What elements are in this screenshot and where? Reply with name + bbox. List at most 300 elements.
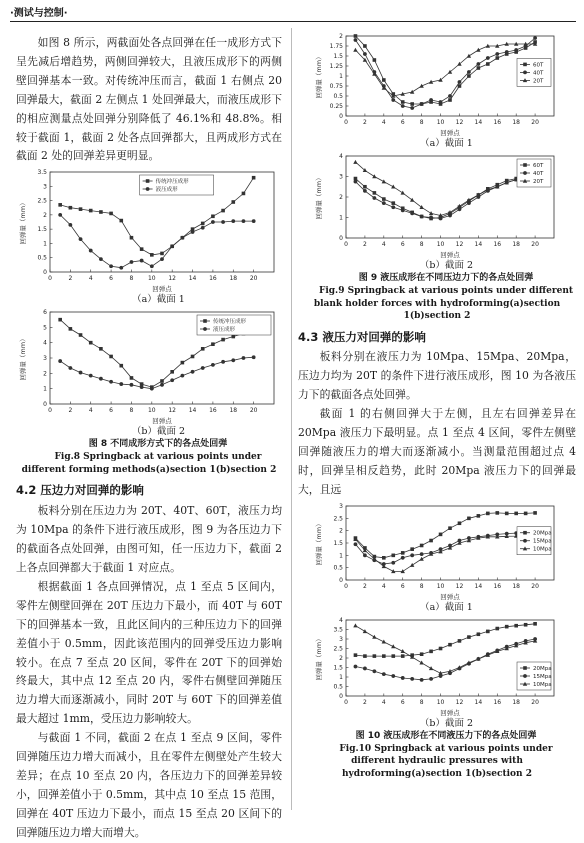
legend-label: 10Mpa	[533, 681, 552, 688]
data-point	[420, 652, 424, 656]
x-tick-label: 6	[109, 407, 114, 415]
y-axis-label: 回弹量（mm）	[315, 53, 323, 99]
data-point	[467, 516, 471, 520]
legend	[197, 315, 271, 335]
data-point	[401, 556, 405, 560]
x-tick-label: 12	[168, 275, 177, 283]
x-tick-label: 16	[493, 241, 502, 248]
y-tick-label: 2	[339, 33, 343, 40]
y-tick-label: 0	[339, 692, 343, 700]
data-point	[458, 80, 462, 84]
legend-label: 20T	[533, 78, 544, 85]
fig9-caption-cn: 图 9 液压成形在不同压边力下的各点处回弹	[358, 273, 534, 283]
data-point	[181, 361, 185, 365]
data-point	[448, 526, 452, 530]
data-point	[119, 383, 123, 387]
x-tick-label: 18	[512, 582, 521, 590]
data-point	[252, 176, 256, 180]
data-point	[363, 52, 367, 56]
data-point	[372, 634, 376, 638]
data-point	[373, 191, 377, 195]
y-tick-label: 3.5	[333, 626, 343, 634]
running-header: ·测试与控制·	[10, 8, 68, 19]
data-point	[505, 625, 509, 629]
data-point	[170, 379, 174, 383]
data-point	[79, 334, 83, 338]
y-axis-label: 回弹量（mm）	[19, 335, 27, 381]
y-tick-label: 0.5	[333, 683, 343, 691]
x-axis-label: 回弹点	[152, 417, 172, 426]
data-point	[372, 196, 376, 200]
data-point	[363, 189, 367, 193]
data-point	[410, 212, 414, 216]
data-point	[524, 623, 528, 627]
x-tick-label: 6	[400, 698, 405, 706]
legend	[517, 662, 552, 690]
y-tick-label: 0	[339, 113, 343, 120]
series-2	[58, 213, 255, 270]
data-point	[89, 209, 93, 213]
data-point	[191, 370, 195, 374]
data-point	[140, 248, 144, 252]
x-tick-label: 0	[344, 698, 348, 706]
fig9a-chart	[312, 30, 562, 138]
data-point	[79, 208, 83, 212]
x-tick-label: 2	[362, 241, 367, 248]
data-point	[486, 511, 490, 515]
data-point	[79, 371, 83, 375]
data-point	[410, 547, 414, 551]
data-point	[420, 678, 424, 682]
y-tick-label: 3	[339, 635, 343, 643]
legend-label: 20Mpa	[533, 530, 552, 537]
data-point	[457, 665, 461, 669]
x-tick-label: 0	[344, 582, 348, 590]
legend-marker	[203, 320, 207, 324]
data-point	[231, 201, 235, 205]
data-point	[99, 347, 103, 351]
series-3	[353, 42, 537, 98]
data-point	[373, 58, 377, 62]
y-tick-label: 0.5	[333, 564, 343, 572]
data-point	[476, 62, 480, 66]
data-point	[170, 370, 174, 374]
x-tick-label: 4	[88, 275, 93, 283]
x-tick-label: 14	[474, 241, 483, 248]
data-point	[68, 223, 72, 227]
data-point	[150, 387, 154, 391]
data-point	[382, 672, 386, 676]
data-point	[505, 511, 509, 515]
data-point	[89, 341, 93, 345]
y-tick-label: 1.75	[329, 43, 343, 50]
y-tick-label: 1.5	[333, 539, 343, 547]
data-point	[201, 222, 205, 226]
x-tick-label: 16	[493, 582, 502, 590]
y-tick-label: 2.5	[37, 197, 47, 205]
series-3	[353, 533, 537, 573]
x-tick-label: 2	[362, 698, 367, 706]
data-point	[467, 54, 471, 58]
paragraph-hydraulic-analysis: 截面 1 的右侧回弹大于左侧，且左右回弹差异在 20Mpa 液压力下最明显。点 1 至点 4 区间，零件左侧壁回弹随液压力的增大而逐渐减小。当测量范围超过点 4 时，回弹呈相反趋势，此时 20Mpa 液压力下的回弹最大，且远	[298, 407, 576, 496]
x-tick-label: 0	[48, 407, 52, 415]
data-point	[69, 327, 73, 331]
fig10-caption-cn: 图 10 液压成形在不同液压力下的各点处回弹	[355, 730, 537, 741]
data-point	[391, 674, 395, 678]
y-tick-label: 4	[339, 153, 343, 160]
y-axis-label: 回弹量（mm）	[315, 520, 323, 566]
x-tick-label: 10	[436, 119, 445, 126]
legend	[517, 58, 551, 86]
data-point	[391, 201, 395, 205]
x-tick-label: 16	[493, 119, 502, 126]
legend-label: 60T	[533, 163, 544, 169]
fig8a-chart	[16, 166, 282, 294]
x-axis-label: 回弹点	[440, 708, 460, 717]
y-tick-label: 1.5	[333, 53, 343, 60]
data-point	[401, 654, 405, 658]
data-point	[99, 211, 103, 215]
legend-label: 15Mpa	[533, 673, 552, 680]
fig8a-subcaption: （a）截面 1	[132, 294, 185, 306]
data-point	[354, 653, 358, 657]
data-point	[363, 666, 367, 670]
data-point	[420, 102, 424, 106]
data-point	[180, 374, 184, 378]
data-point	[448, 98, 452, 102]
data-point	[109, 380, 113, 384]
x-tick-label: 4	[381, 241, 386, 248]
data-point	[495, 56, 499, 60]
x-tick-label: 6	[400, 241, 405, 248]
data-point	[382, 179, 386, 183]
x-tick-label: 2	[362, 582, 367, 590]
data-point	[382, 201, 386, 205]
x-tick-label: 12	[455, 698, 464, 706]
x-tick-label: 2	[68, 275, 73, 283]
x-tick-label: 14	[188, 407, 197, 415]
y-tick-label: 1	[43, 240, 47, 248]
series-line	[356, 38, 536, 108]
data-point	[429, 538, 433, 542]
x-tick-label: 2	[68, 407, 73, 415]
data-point	[242, 220, 246, 224]
data-point	[467, 201, 471, 205]
data-point	[99, 258, 103, 262]
data-point	[410, 106, 414, 110]
data-point	[467, 70, 471, 74]
x-tick-label: 8	[419, 241, 424, 248]
data-point	[170, 245, 174, 249]
data-point	[119, 266, 123, 270]
x-tick-label: 2	[362, 119, 367, 126]
data-point	[533, 622, 537, 626]
y-tick-label: 1	[339, 551, 343, 559]
series-line	[356, 535, 536, 571]
x-tick-label: 8	[419, 698, 424, 706]
data-point	[354, 542, 358, 546]
x-tick-label: 0	[344, 119, 348, 126]
data-point	[69, 206, 73, 210]
legend-label: 液压成形	[155, 187, 178, 194]
legend-label: 20T	[533, 179, 544, 185]
column-separator	[291, 28, 292, 810]
data-point	[391, 553, 395, 557]
data-point	[221, 360, 225, 364]
y-tick-label: 1.25	[329, 63, 343, 70]
data-point	[130, 376, 134, 380]
data-point	[458, 639, 462, 643]
y-tick-label: 0	[43, 401, 47, 409]
y-tick-label: 0	[339, 576, 343, 584]
y-tick-label: 0.75	[329, 83, 343, 90]
x-tick-label: 20	[531, 241, 539, 248]
fig10a-chart	[312, 500, 562, 602]
fig8-caption-en: Fig.8 Springback at various points under different forming methods(a)section 1(b)section 2	[21, 452, 277, 475]
data-point	[252, 220, 256, 224]
data-point	[429, 98, 433, 102]
data-point	[211, 343, 215, 347]
series-2	[354, 530, 537, 566]
data-point	[448, 643, 452, 647]
data-point	[467, 635, 471, 639]
legend	[517, 526, 552, 554]
data-point	[439, 100, 443, 104]
legend-label: 40T	[533, 70, 544, 77]
fig8b-subcaption: （b）截面 2	[131, 426, 186, 438]
data-point	[221, 220, 225, 224]
data-point	[160, 252, 164, 256]
series-line	[356, 623, 536, 655]
data-point	[419, 205, 423, 209]
x-tick-label: 18	[229, 407, 238, 415]
y-tick-label: 2	[339, 194, 343, 201]
data-point	[467, 74, 471, 78]
y-tick-label: 2	[43, 212, 47, 220]
data-point	[160, 383, 164, 387]
y-tick-label: 2.5	[333, 514, 343, 522]
data-point	[382, 78, 386, 82]
data-point	[58, 360, 62, 364]
data-point	[439, 646, 443, 650]
fig9b-chart	[312, 150, 562, 260]
data-point	[419, 660, 423, 664]
paragraph-section1-analysis: 根据截面 1 各点回弹情况，点 1 至点 5 区间内，零件左侧壁回弹在 20T 压边力下最小，而 40T 与 60T 下的回弹基本一致，且此区间内的三种压边力下的回弹差值小于 0.5mm，因此该范围内的回弹受压边力影响较小。在点 7 至点 20 区间，零件在 20T 下的回弹始终最大，其中点 12 至点 20 内，零件右侧壁回弹随压边力增大而逐渐减小，同时 20T 与 60T 下的回弹差值最大超过 1mm，受压边力影响较大。	[16, 579, 282, 726]
legend-label: 40T	[533, 171, 544, 177]
data-point	[119, 364, 123, 368]
series-1	[354, 511, 537, 559]
data-point	[495, 626, 499, 630]
x-tick-label: 0	[344, 241, 348, 248]
series-line	[356, 513, 536, 558]
x-tick-label: 20	[249, 407, 258, 415]
series-3	[353, 160, 537, 217]
legend-label: 传统冲压成形	[155, 179, 189, 186]
y-axis-label: 回弹量（mm）	[19, 199, 27, 245]
left-column	[16, 34, 282, 843]
legend-marker	[523, 666, 527, 670]
data-point	[391, 654, 395, 658]
fig8b-chart	[16, 306, 282, 426]
fig9-caption-en: Fig.9 Springback at various points under different blank holder forces with hydroforming(a)section 1(b)section 2	[313, 286, 574, 321]
data-point	[401, 551, 405, 555]
x-tick-label: 6	[400, 119, 405, 126]
data-point	[410, 90, 414, 94]
data-point	[429, 649, 433, 653]
legend-label: 传统冲压成形	[213, 319, 247, 326]
x-tick-label: 18	[229, 275, 238, 283]
data-point	[89, 249, 93, 253]
data-point	[363, 629, 367, 633]
data-point	[221, 209, 225, 213]
fig10b-chart	[312, 614, 562, 718]
x-tick-label: 20	[531, 119, 539, 126]
data-point	[419, 556, 423, 560]
data-point	[495, 511, 499, 515]
data-point	[486, 629, 490, 633]
x-tick-label: 6	[400, 582, 405, 590]
data-point	[514, 624, 518, 628]
data-point	[191, 230, 195, 234]
data-point	[354, 34, 358, 38]
data-point	[401, 208, 405, 212]
paragraph-section2-analysis: 与截面 1 不同，截面 2 在点 1 至点 9 区间，零件回弹随压边力增大而减小，且在零件左侧壁处产生较大差异；在点 10 至点 20 内，各压边力下的回弹差异较小，回弹差值小于 0.5mm，其中点 10 至点 15 范围，回弹在 40T 压边力下最小，而点 15 至点 20 区间下的回弹随压边力增大而增大。	[16, 731, 282, 839]
x-tick-label: 10	[147, 407, 156, 415]
data-point	[201, 226, 205, 230]
data-point	[372, 669, 376, 673]
x-tick-label: 12	[455, 241, 464, 248]
data-point	[242, 356, 246, 360]
data-point	[242, 192, 246, 196]
data-point	[58, 203, 62, 207]
legend-marker	[146, 180, 150, 184]
y-tick-label: 4	[43, 340, 47, 348]
data-point	[211, 363, 215, 367]
x-tick-label: 10	[436, 698, 445, 706]
data-point	[109, 265, 113, 269]
x-tick-label: 8	[129, 275, 134, 283]
legend-label: 液压成形	[213, 327, 236, 334]
data-point	[410, 102, 414, 106]
paragraph-fig8-discussion: 如图 8 所示，两截面处各点回弹在任一成形方式下呈先减后增趋势，两侧回弹较大，且液压成形下的两侧壁回弹基本一致。对传统冲压而言，截面 1 右侧点 20 回弹最大，截面 2 左侧点 1 处回弹最大，而液压成形下的相应测量点处回弹分别降低了 46.1%和 48.8%。相较于截面 1，截面 2 处各点回弹都大，且两成形方式在截面 2 处的回弹差异更明显。	[16, 36, 282, 163]
y-tick-label: 2	[339, 527, 343, 535]
data-point	[231, 220, 235, 224]
data-point	[429, 666, 433, 670]
data-point	[150, 265, 154, 269]
section-heading-4-2: 4.2 压边力对回弹的影响	[16, 483, 144, 498]
x-axis-label: 回弹点	[152, 285, 172, 294]
x-tick-label: 20	[531, 698, 539, 706]
data-point	[79, 238, 83, 242]
x-axis-label: 回弹点	[440, 592, 460, 601]
data-point	[429, 211, 433, 215]
series-1	[354, 34, 537, 106]
y-tick-label: 1.5	[333, 664, 343, 672]
data-point	[420, 215, 424, 219]
x-tick-label: 8	[419, 582, 424, 590]
series-3	[353, 623, 537, 675]
x-tick-label: 6	[109, 275, 114, 283]
data-point	[514, 48, 518, 52]
data-point	[486, 56, 490, 60]
legend-marker	[523, 171, 527, 175]
right-column	[298, 30, 576, 780]
y-tick-label: 2.5	[333, 645, 343, 653]
legend-marker	[523, 674, 527, 678]
y-tick-label: 0.5	[37, 255, 47, 263]
data-point	[150, 253, 154, 257]
y-tick-label: 0	[339, 235, 343, 242]
legend-marker	[523, 538, 527, 542]
data-point	[382, 654, 386, 658]
data-point	[429, 677, 433, 681]
x-tick-label: 18	[512, 698, 521, 706]
data-point	[391, 644, 395, 648]
x-tick-label: 16	[493, 698, 502, 706]
data-point	[140, 386, 144, 390]
data-point	[382, 556, 386, 560]
data-point	[354, 180, 358, 184]
y-tick-label: 1	[43, 386, 47, 394]
data-point	[180, 236, 184, 240]
y-tick-label: 1.5	[37, 226, 47, 234]
data-point	[109, 212, 113, 216]
data-point	[140, 259, 144, 263]
fig9a-subcaption: （a）截面 1	[420, 138, 473, 149]
fig10a-subcaption: （a）截面 1	[420, 601, 473, 613]
x-tick-label: 10	[147, 275, 156, 283]
data-point	[353, 48, 357, 52]
paragraph-hydraulic-setup: 板料分别在液压力为 10Mpa、15Mpa、20Mpa，压边力均为 20T 的条件下进行液压成形，图 10 为各液压力下的截面各点处回弹。	[298, 350, 576, 402]
legend-marker	[146, 187, 150, 191]
series-1	[354, 622, 537, 658]
x-tick-label: 4	[88, 407, 93, 415]
data-point	[439, 532, 443, 536]
data-point	[201, 366, 205, 370]
fig8-caption-cn: 图 8 不同成形方式下的各点处回弹	[88, 439, 228, 450]
legend-label: 15Mpa	[533, 538, 552, 545]
legend	[517, 159, 551, 187]
data-point	[221, 338, 225, 342]
x-axis-label: 回弹点	[440, 129, 460, 137]
data-point	[353, 623, 357, 627]
data-point	[391, 205, 395, 209]
data-point	[524, 511, 528, 515]
y-tick-label: 0.25	[329, 103, 343, 110]
data-point	[130, 383, 134, 387]
data-point	[58, 318, 62, 322]
legend-marker	[523, 531, 527, 535]
y-tick-label: 5	[43, 324, 47, 332]
data-point	[99, 377, 103, 381]
data-point	[363, 185, 367, 189]
data-point	[448, 94, 452, 98]
fig10-caption-en: Fig.10 Springback at various points under different hydraulic pressures with hydroforming(a)section 1(b)section 2	[339, 743, 553, 779]
series-2	[58, 356, 255, 391]
data-point	[58, 213, 62, 217]
x-tick-label: 4	[381, 582, 386, 590]
legend-marker	[523, 71, 527, 75]
series-line	[356, 36, 536, 104]
x-tick-label: 14	[474, 698, 483, 706]
legend-label: 10Mpa	[533, 546, 552, 553]
data-point	[201, 347, 205, 351]
y-tick-label: 3.5	[37, 169, 47, 177]
y-tick-label: 2	[339, 654, 343, 662]
x-tick-label: 16	[209, 407, 217, 415]
data-point	[477, 66, 481, 70]
section-heading-4-3: 4.3 液压力对回弹的影响	[298, 329, 426, 344]
